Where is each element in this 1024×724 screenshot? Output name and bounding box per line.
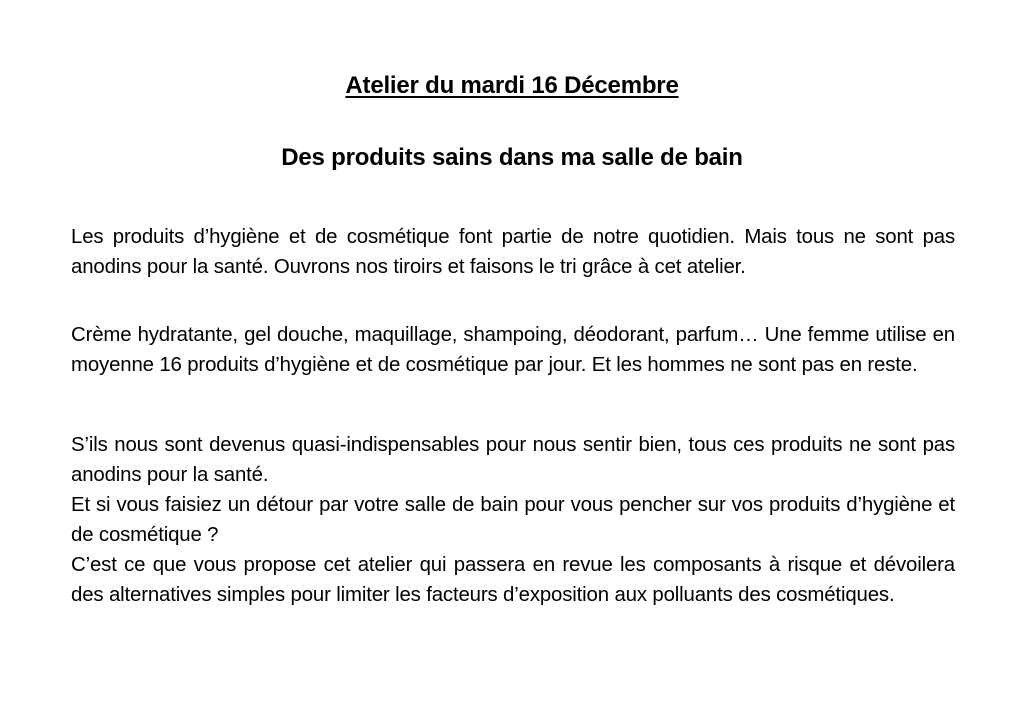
paragraph-block-products	[71, 320, 955, 380]
paragraph: S’ils nous sont devenus quasi-indispensables pour nous sentir bien, tous ces produits ne sont pas anodins pour la santé.	[71, 434, 955, 486]
paragraph-block-intro	[71, 222, 955, 282]
page-subtitle: Des produits sains dans ma salle de bain	[281, 144, 743, 171]
paragraph-block-workshop	[71, 430, 955, 610]
paragraph: Les produits d’hygiène et de cosmétique font partie de notre quotidien. Mais tous ne sont pas anodins pour la santé. Ouvrons nos tiroirs et faisons le tri grâce à cet atelier.	[71, 226, 955, 278]
paragraph: C’est ce que vous propose cet atelier qui passera en revue les composants à risque et dévoilera des alternatives simples pour limiter les facteurs d’exposition aux polluants des cosmétiques.	[71, 554, 955, 606]
page-title: Atelier du mardi 16 Décembre	[345, 72, 679, 99]
paragraph: Et si vous faisiez un détour par votre salle de bain pour vous pencher sur vos produits d’hygiène et de cosmétique ?	[71, 494, 955, 546]
paragraph: Crème hydratante, gel douche, maquillage, shampoing, déodorant, parfum… Une femme utilise en moyenne 16 produits d’hygiène et de cosmétique par jour. Et les hommes ne sont pas en reste.	[71, 324, 955, 376]
